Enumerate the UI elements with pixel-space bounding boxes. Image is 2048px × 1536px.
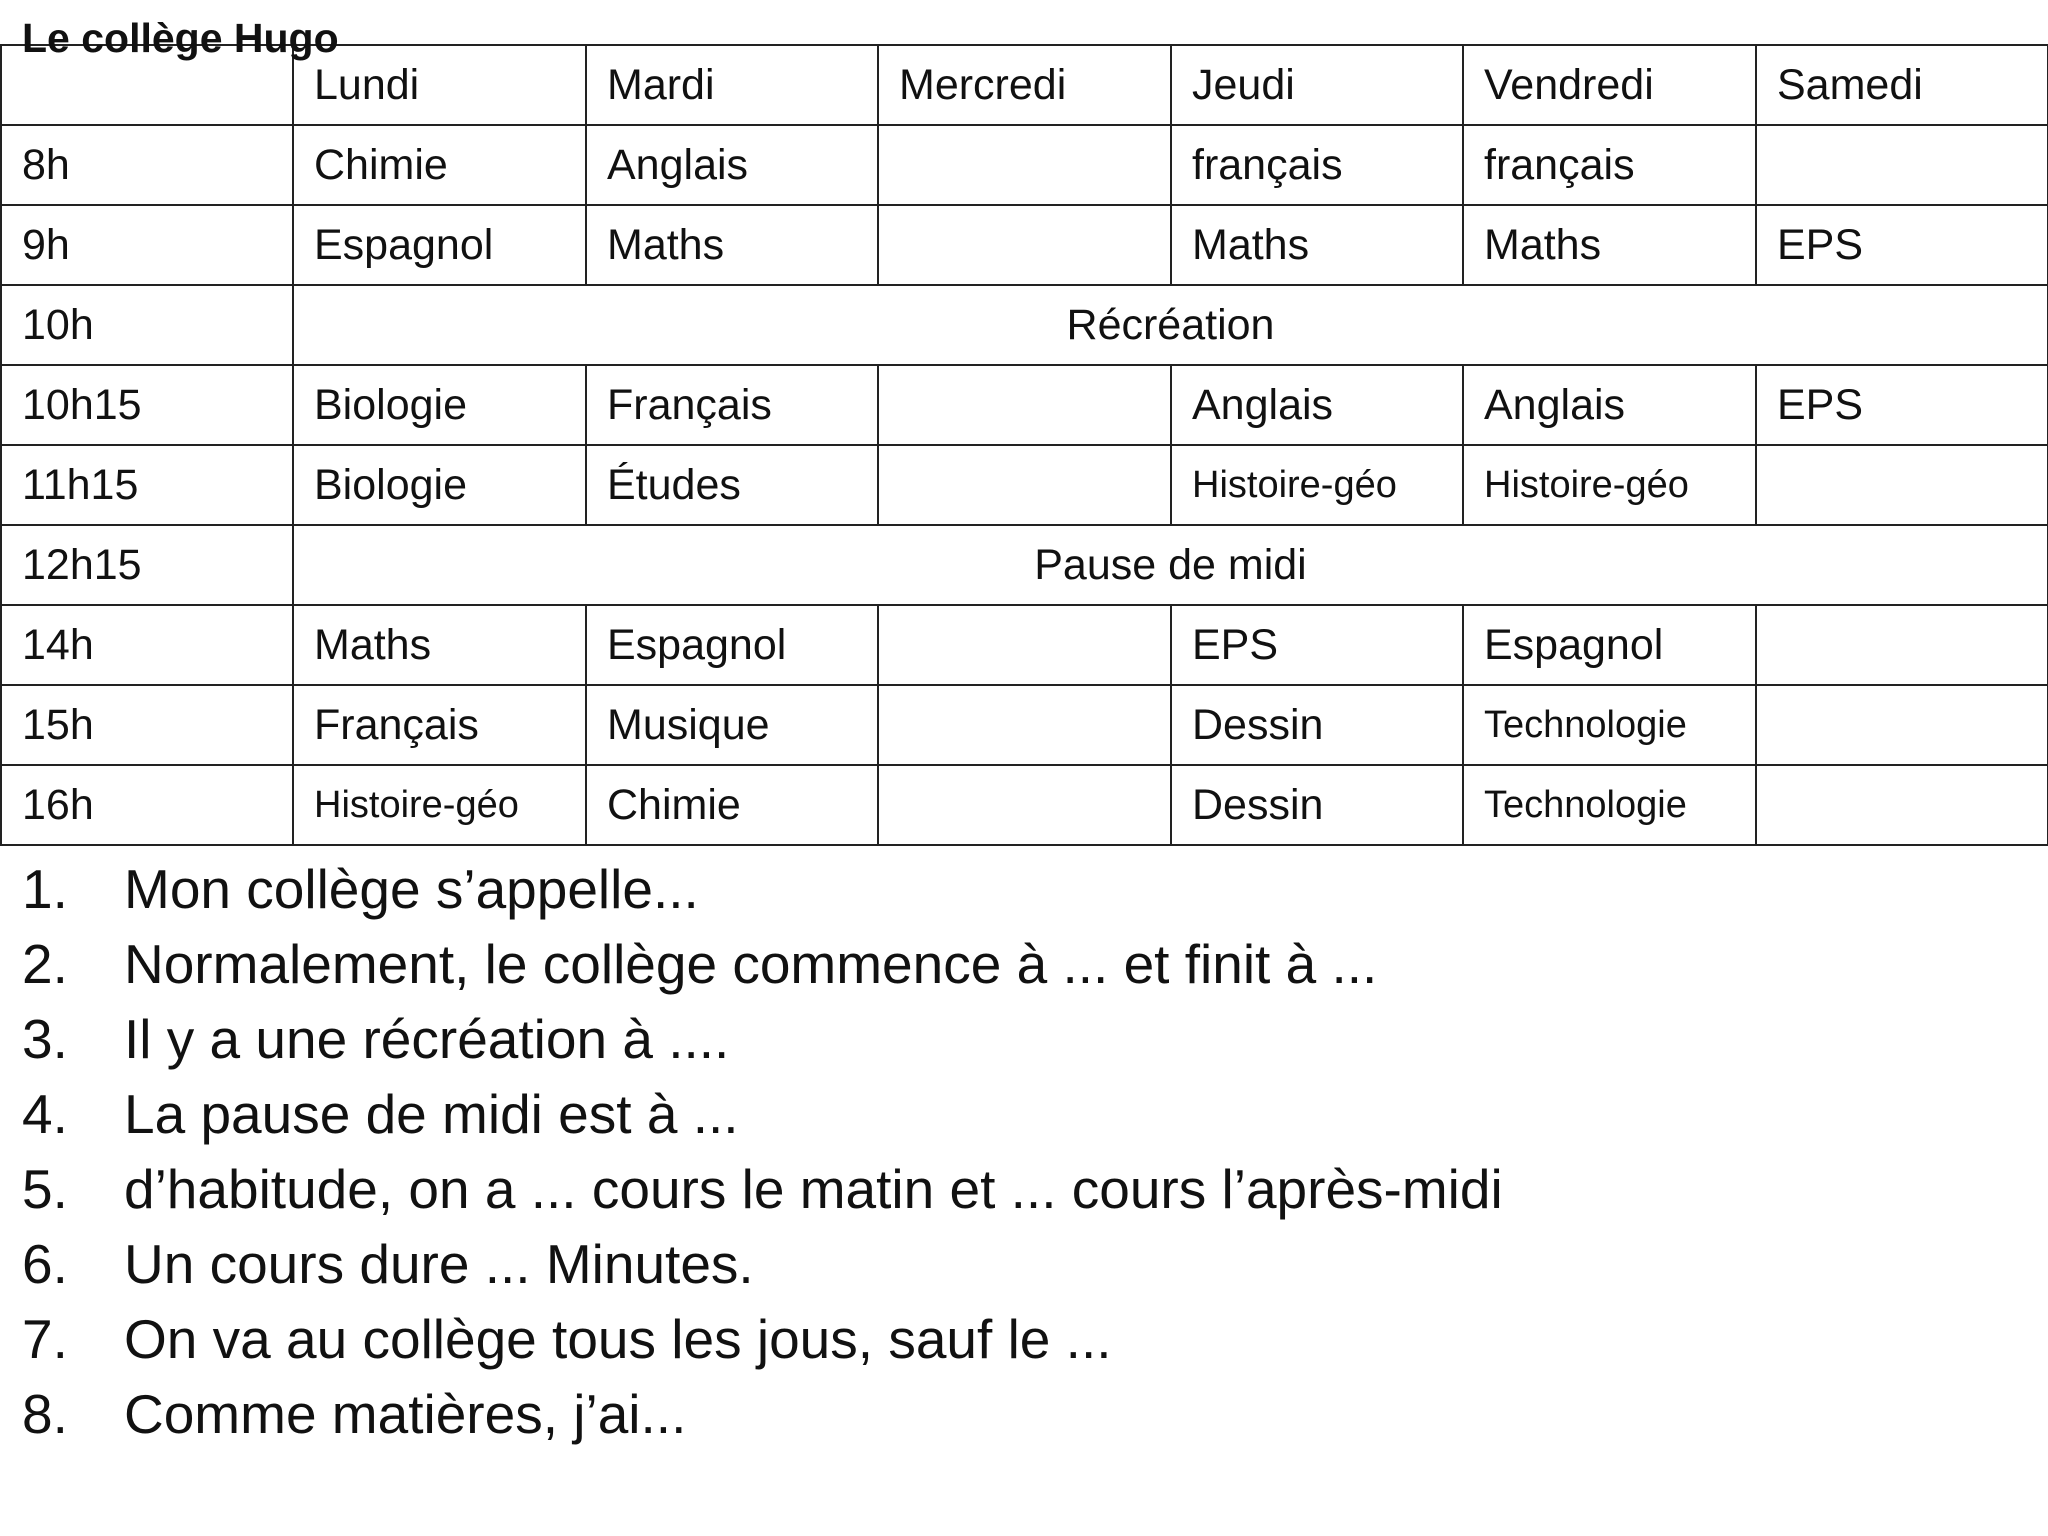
table-row bbox=[1, 125, 2048, 205]
subject-cell: EPS bbox=[1171, 605, 1463, 685]
subject-cell bbox=[878, 605, 1171, 685]
question-number: 7. bbox=[22, 1308, 68, 1370]
subject-cell: Études bbox=[586, 445, 878, 525]
time-cell: 16h bbox=[1, 765, 293, 845]
subject-cell: Dessin bbox=[1171, 765, 1463, 845]
subject-cell: EPS bbox=[1756, 205, 2048, 285]
document-title: Le collège Hugo bbox=[22, 15, 339, 61]
table-row bbox=[1, 685, 2048, 765]
subject-cell bbox=[878, 125, 1171, 205]
header-day-mercredi: Mercredi bbox=[878, 45, 1171, 125]
subject-cell: Français bbox=[293, 685, 586, 765]
time-cell: 11h15 bbox=[1, 445, 293, 525]
question-number: 8. bbox=[22, 1383, 68, 1445]
time-cell: 9h bbox=[1, 205, 293, 285]
question-number: 2. bbox=[22, 933, 68, 995]
recreation-span-cell: Récréation bbox=[293, 285, 2048, 365]
subject-cell: Chimie bbox=[586, 765, 878, 845]
subject-cell bbox=[1756, 445, 2048, 525]
header-day-samedi: Samedi bbox=[1756, 45, 2048, 125]
question-text: Un cours dure ... Minutes. bbox=[124, 1233, 754, 1295]
subject-cell bbox=[878, 365, 1171, 445]
subject-cell: français bbox=[1171, 125, 1463, 205]
table-row bbox=[1, 605, 2048, 685]
timetable bbox=[0, 44, 2048, 846]
question-text: d’habitude, on a ... cours le matin et ... cours l’après-midi bbox=[124, 1158, 1503, 1220]
question-text: Normalement, le collège commence à ... et finit à ... bbox=[124, 933, 1378, 995]
header-day-mardi: Mardi bbox=[586, 45, 878, 125]
subject-cell bbox=[1756, 765, 2048, 845]
table-row bbox=[1, 525, 2048, 605]
question-text: Mon collège s’appelle... bbox=[124, 858, 699, 920]
question-number: 3. bbox=[22, 1008, 68, 1070]
subject-cell: Anglais bbox=[1463, 365, 1756, 445]
time-cell: 10h15 bbox=[1, 365, 293, 445]
subject-cell: français bbox=[1463, 125, 1756, 205]
question-text: La pause de midi est à ... bbox=[124, 1083, 739, 1145]
subject-cell: Français bbox=[586, 365, 878, 445]
question-text: Il y a une récréation à .... bbox=[124, 1008, 730, 1070]
time-cell: 15h bbox=[1, 685, 293, 765]
table-row bbox=[1, 205, 2048, 285]
subject-cell: Maths bbox=[586, 205, 878, 285]
subject-cell: EPS bbox=[1756, 365, 2048, 445]
lunch-break-span-cell: Pause de midi bbox=[293, 525, 2048, 605]
subject-cell: Biologie bbox=[293, 445, 586, 525]
subject-cell: Histoire-géo bbox=[1463, 445, 1756, 525]
subject-cell: Anglais bbox=[1171, 365, 1463, 445]
subject-cell: Maths bbox=[1463, 205, 1756, 285]
subject-cell: Maths bbox=[1171, 205, 1463, 285]
table-row bbox=[1, 365, 2048, 445]
time-cell: 14h bbox=[1, 605, 293, 685]
time-cell: 12h15 bbox=[1, 525, 293, 605]
subject-cell: Technologie bbox=[1463, 685, 1756, 765]
subject-cell: Technologie bbox=[1463, 765, 1756, 845]
subject-cell: Dessin bbox=[1171, 685, 1463, 765]
subject-cell: Histoire-géo bbox=[293, 765, 586, 845]
table-row bbox=[1, 285, 2048, 365]
subject-cell: Musique bbox=[586, 685, 878, 765]
subject-cell bbox=[878, 445, 1171, 525]
question-text: Comme matières, j’ai... bbox=[124, 1383, 687, 1445]
time-cell: 8h bbox=[1, 125, 293, 205]
subject-cell: Maths bbox=[293, 605, 586, 685]
question-number: 5. bbox=[22, 1158, 68, 1220]
question-number: 6. bbox=[22, 1233, 68, 1295]
header-day-vendredi: Vendredi bbox=[1463, 45, 1756, 125]
table-row bbox=[1, 765, 2048, 845]
header-day-lundi: Lundi bbox=[293, 45, 586, 125]
subject-cell bbox=[878, 765, 1171, 845]
header-day-jeudi: Jeudi bbox=[1171, 45, 1463, 125]
question-text: On va au collège tous les jous, sauf le ... bbox=[124, 1308, 1112, 1370]
subject-cell: Histoire-géo bbox=[1171, 445, 1463, 525]
subject-cell bbox=[1756, 685, 2048, 765]
subject-cell: Chimie bbox=[293, 125, 586, 205]
subject-cell: Espagnol bbox=[1463, 605, 1756, 685]
subject-cell bbox=[1756, 125, 2048, 205]
subject-cell: Biologie bbox=[293, 365, 586, 445]
subject-cell: Espagnol bbox=[293, 205, 586, 285]
question-number: 1. bbox=[22, 858, 68, 920]
table-row bbox=[1, 445, 2048, 525]
subject-cell bbox=[1756, 605, 2048, 685]
question-number: 4. bbox=[22, 1083, 68, 1145]
subject-cell: Espagnol bbox=[586, 605, 878, 685]
subject-cell: Anglais bbox=[586, 125, 878, 205]
subject-cell bbox=[878, 205, 1171, 285]
time-cell: 10h bbox=[1, 285, 293, 365]
subject-cell bbox=[878, 685, 1171, 765]
